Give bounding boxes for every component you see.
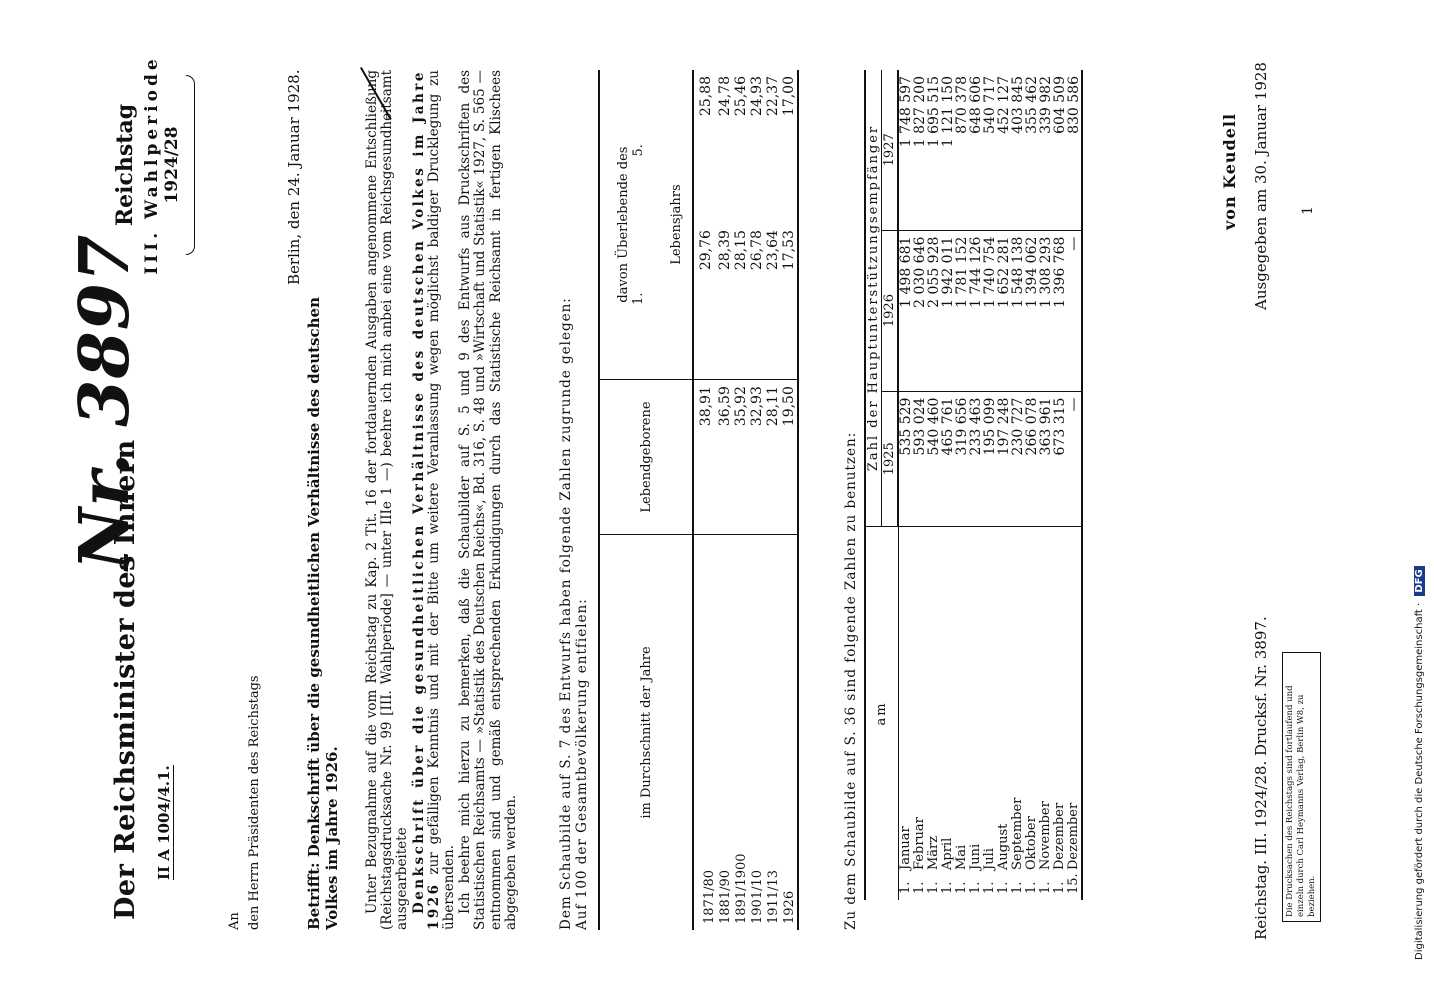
y1927-cell: 355 462 [1025,70,1039,230]
first-cell: 26,78 [749,224,765,380]
day-label: 1. [954,881,969,894]
table-row [913,70,927,900]
survivors-subheads [631,76,646,373]
y1925-cell: — [1067,391,1082,526]
table-row [749,70,765,930]
y1926-cell: 2 030 646 [913,230,927,391]
table-row [969,70,983,900]
day-label: 1. [897,881,913,894]
y1926-cell: 1 394 062 [1025,230,1039,391]
fifth-cell: 25,88 [697,76,714,117]
born-cell: 32,93 [749,380,765,535]
y1926-cell: 1 744 126 [969,230,983,391]
col-year-header: Lebensjahrs [661,70,693,380]
col-1926-header: 1926 [882,230,899,391]
date-cell [997,527,1011,901]
y1927-cell: 452 127 [997,70,1011,230]
table-row [765,70,781,930]
table-row [898,70,913,900]
period-cell: 1881/90 [717,869,733,924]
col-1927-header: 1927 [882,70,899,230]
y1927-cell: 1 827 200 [913,70,927,230]
body-paragraph-1: Unter Bezugnahme auf die vom Reichstag zu Kap. 2 Tit. 16 der fortdauernden Ausgaben angenommene Entschließung (Reichstagsdrucksache Nr. 99 [III. Wahlperiode] — unter IIIe 1 —) beehre ich mich anbei eine vom Reichsgesundheitsamt ausgearbeitete [364,70,411,930]
y1925-cell: 535 529 [898,391,913,526]
table-row [781,70,798,930]
births-table [598,70,799,930]
y1927-cell: 870 378 [955,70,969,230]
date-line: Berlin, den 24. Januar 1928. [285,69,303,285]
reichstag-title: Reichstag [112,103,138,227]
month-label: Dezember [1066,802,1081,870]
y1927-cell: 648 606 [969,70,983,230]
day-label: 1. [940,881,955,894]
y1925-cell: 319 656 [955,391,969,526]
ministry-title: Der Reichsminister des Innern [110,439,141,920]
month-label: Dezember [1052,802,1067,870]
page-number: 1 [1300,206,1316,215]
y1925-cell: 197 248 [997,391,1011,526]
y1927-cell: 830 586 [1067,70,1082,230]
table-row [1067,70,1082,900]
y1926-cell: 1 308 293 [1039,230,1053,391]
date-cell [983,527,997,901]
day-label: 1. [926,881,941,894]
y1927-cell: 403 845 [1011,70,1025,230]
table-row [693,70,717,930]
date-cell [955,527,969,901]
addressee-line-2: den Herrn Präsidenten des Reichstags [247,675,262,930]
table-row [1039,70,1053,900]
period-years: 1924/28 [162,126,182,204]
date-cell [1011,527,1025,901]
y1925-cell: 673 315 [1053,391,1067,526]
fifth-cell: 24,78 [717,76,733,117]
date-cell [1025,527,1039,901]
survivors-label: davon Überlebende des [615,146,631,303]
fifth-cell: 22,37 [765,76,781,117]
y1927-cell: 339 982 [1039,70,1053,230]
date-cell [1067,527,1082,901]
col-first-header: 1. [630,292,646,306]
month-label: August [996,823,1011,870]
month-label: November [1038,801,1053,870]
day-label: 1. [996,881,1011,894]
dfg-notice [1414,0,1425,960]
date-cell [941,527,955,901]
publisher-notice: Die Drucksachen des Reichstags sind fortlaufend und einzeln durch Carl Heymanns Verlag, Berlin W8, zu beziehen. [1282,652,1321,922]
table2-intro: Zu dem Schaubilde auf S. 36 sind folgende Zahlen zu benutzen: [843,431,859,930]
table-row [941,70,955,900]
y1927-cell: 1 748 597 [898,70,913,230]
month-label: Mai [954,844,969,870]
month-label: Juni [968,843,983,870]
y1925-cell: 266 078 [1025,391,1039,526]
day-label: 1. [912,881,927,894]
date-cell [1053,527,1067,901]
date-cell [969,527,983,901]
y1927-cell: 540 717 [983,70,997,230]
first-cell: 28,15 [733,224,749,380]
month-label: September [1010,797,1025,870]
month-label: März [926,835,941,870]
y1926-cell: 1 548 138 [1011,230,1025,391]
table1-intro [558,70,590,930]
y1926-cell: — [1067,230,1082,391]
y1926-cell: 1 396 768 [1053,230,1067,391]
col-fifth-header: 5. [630,144,646,157]
date-cell [927,527,941,901]
col-period-header: im Durchschnitt der Jahre [599,534,693,930]
y1926-cell: 1 652 281 [997,230,1011,391]
table-row [927,70,941,900]
y1926-cell: 2 055 928 [927,230,941,391]
y1925-cell: 363 961 [1039,391,1053,526]
fifth-cell: 25,46 [733,76,749,117]
group-header: Zahl der Hauptunterstützungsempfänger [865,70,882,527]
col-survivors-header [599,70,661,380]
brace-divider [186,75,195,255]
addressee [225,675,265,930]
table1-intro-line-2: Auf 100 der Gesamtbevölkerung entfielen: [574,598,590,930]
y1927-cell: 1 121 150 [941,70,955,230]
day-label: 1. [982,881,997,894]
date-cell [898,527,913,901]
body-paragraph-3: Ich beehre mich hierzu zu bemerken, daß die Schaubilder auf S. 5 und 9 des Entwurfs aus Druckschriften des Statistischen Reichsamts — »Statistik des Deutschen Reichs«, Bd. 316, S. 48 und »Wirtschaft und Statistik« 1927, S. 565 — entnommen sind und gemäß entsprechenden Erkundigungen durch das Statistische Reichsamt in fertigen Klischees abgegeben werden. [457,70,519,930]
unemployment-table [864,70,1083,900]
table-row [997,70,1011,900]
period-cell: 1911/13 [765,869,781,924]
y1925-cell: 540 460 [927,391,941,526]
period-cell: 1891/1900 [733,853,749,924]
issued-date: Ausgegeben am 30. Januar 1928 [1252,62,1270,310]
body-text [365,70,520,930]
fifth-cell: 17,00 [781,70,798,224]
drucksache-number: Nr. 3897 [65,233,145,570]
month-label: Juli [982,848,997,870]
y1925-cell: 465 761 [941,391,955,526]
table1-intro-line-1: Dem Schaubilde auf S. 7 des Entwurfs haben folgende Zahlen zugrunde gelegen: [558,297,574,930]
born-cell: 35,92 [733,380,749,535]
table-row [1011,70,1025,900]
y1925-cell: 195 099 [983,391,997,526]
period-label: III. Wahlperiode [142,55,162,275]
memo-title-spaced: Denkschrift über die gesundheitlichen Verhältnisse des deutschen Volkes im Jahre 1926 [410,70,442,930]
table-row [983,70,997,900]
dfg-logo-icon: DFG [1414,566,1425,595]
month-label: April [940,837,955,870]
date-cell [1039,527,1053,901]
day-label: 1. [1024,881,1039,894]
day-label: 15. [1066,873,1081,894]
born-cell: 36,59 [717,380,733,535]
period-cell: 1926 [781,534,798,930]
y1927-cell: 1 695 515 [927,70,941,230]
table-row [1025,70,1039,900]
month-label: Oktober [1024,816,1039,870]
y1927-cell: 604 509 [1053,70,1067,230]
subject-label: Betrifft: [305,862,323,930]
table-row [1053,70,1067,900]
signature: von Keudell [1220,112,1239,230]
born-cell: 19,50 [781,380,798,535]
table-row [955,70,969,900]
table-row [733,70,749,930]
day-label: 1. [1052,881,1067,894]
y1926-cell: 1 781 152 [955,230,969,391]
body-paragraph-2 [412,70,458,930]
first-cell: 29,76 [693,224,717,380]
y1926-cell: 1 942 011 [941,230,955,391]
table-row [717,70,733,930]
births-table-body [693,70,798,930]
y1926-cell: 1 498 681 [898,230,913,391]
period-cell: 1901/10 [749,869,765,924]
first-cell: 28,39 [717,224,733,380]
subject [305,290,341,930]
file-reference: II A 1004/4.1. [155,765,173,880]
first-cell: 17,53 [781,224,798,380]
addressee-line-1: An [227,912,242,930]
month-label: Januar [897,826,913,870]
day-label: 1. [968,881,983,894]
col-am-header: am [865,527,898,901]
y1925-cell: 233 463 [969,391,983,526]
reichstag-period-box [112,35,195,295]
dfg-notice-text: Digitalisierung gefördert durch die Deutsche Forschungsgemeinschaft · [1414,602,1425,960]
y1925-cell: 230 727 [1011,391,1025,526]
body-paragraph-2-rest: zur gefälligen Kenntnis und mit der Bitte um weitere Veranlassung wegen möglichst baldiger Drucklegung zu übersenden. [425,70,458,930]
col-1925-header: 1925 [882,391,899,526]
unemployment-table-body [898,70,1082,900]
footer-reference: Reichstag. III. 1924/28. Drucksf. Nr. 3897. [1252,616,1270,940]
col-born-header: Lebendgeborene [599,380,693,535]
month-label: Februar [912,817,927,870]
period-cell: 1871/80 [702,869,717,924]
day-label: 1. [1010,881,1025,894]
born-cell: 38,91 [693,380,717,535]
subject-text: Denkschrift über die gesundheitlichen Verhältnisse des deutschen Volkes im Jahre 1926. [305,297,341,930]
y1925-cell: 593 024 [913,391,927,526]
fifth-cell: 24,93 [749,76,765,117]
born-cell: 28,11 [765,380,781,535]
first-cell: 23,64 [765,224,781,380]
y1926-cell: 1 740 754 [983,230,997,391]
day-label: 1. [1038,881,1053,894]
date-cell [913,527,927,901]
